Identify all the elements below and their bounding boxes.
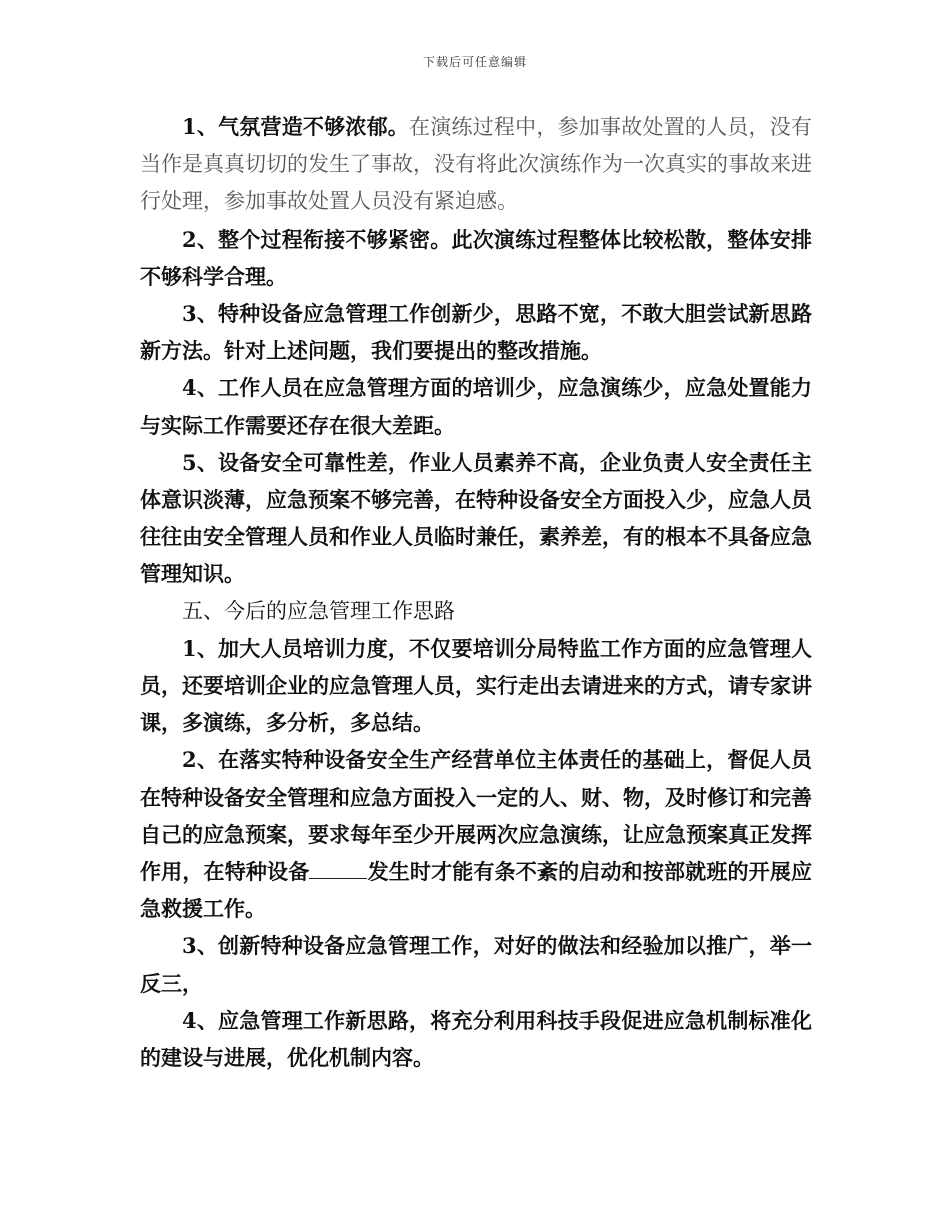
paragraph-5: 5、设备安全可靠性差，作业人员素养不高，企业负责人安全责任主体意识淡薄，应急预案不够完善，在特种设备安全方面投入少，应急人员往往由安全管理人员和作业人员临时兼任，素养差，有的根本不具备应急管理知识。 [140,449,812,587]
paragraph-7 [140,741,812,927]
fill-in-blank [309,860,367,879]
paragraph-1 [140,108,812,221]
paragraph-3: 3、特种设备应急管理工作创新少，思路不宽，不敢大胆尝试新思路新方法。针对上述问题，我们要提出的整改措施。 [140,301,812,364]
paragraph-2: 2、整个过程衔接不够紧密。此次演练过程整体比较松散，整体安排不够科学合理。 [140,226,812,289]
paragraph-1-lead: 1、气氛营造不够浓郁。 [182,114,410,139]
document-body [140,108,812,1076]
section-heading: 五、今后的应急管理工作思路 [182,598,455,623]
paragraph-8: 3、创新特种设备应急管理工作，对好的做法和经验加以推广，举一反三， [140,933,812,996]
paragraph-4: 4、工作人员在应急管理方面的培训少，应急演练少，应急处置能力与实际工作需要还存在很大差距。 [140,375,812,438]
page-header: 下载后可任意编辑 [422,55,527,69]
paragraph-9: 4、应急管理工作新思路，将充分利用科技手段促进应急机制标准化的建设与进展，优化机制内容。 [140,1007,812,1071]
paragraph-7-after: 发生时才能有条不紊的启动和按部就班的开展应急救援工作。 [140,859,813,922]
paragraph-7-before: 2、在落实特种设备安全生产经营单位主体责任的基础上，督促人员在特种设备安全管理和应急方面投入一定的人、财、物，及时修订和完善自己的应急预案，要求每年至少开展两次应急演练，让应急预案真正发挥作用，在特种设备 [140,747,812,885]
paragraph-1-body: 在演练过程中，参加事故处置的人员，没有当作是真真切切的发生了事故，没有将此次演练作为一次真实的事故来进行处理，参加事故处置人员没有紧迫感。 [140,115,812,214]
paragraph-6: 1、加大人员培训力度，不仅要培训分局特监工作方面的应急管理人员，还要培训企业的应急管理人员，实行走出去请进来的方式，请专家讲课，多演练，多分析，多总结。 [140,635,812,736]
